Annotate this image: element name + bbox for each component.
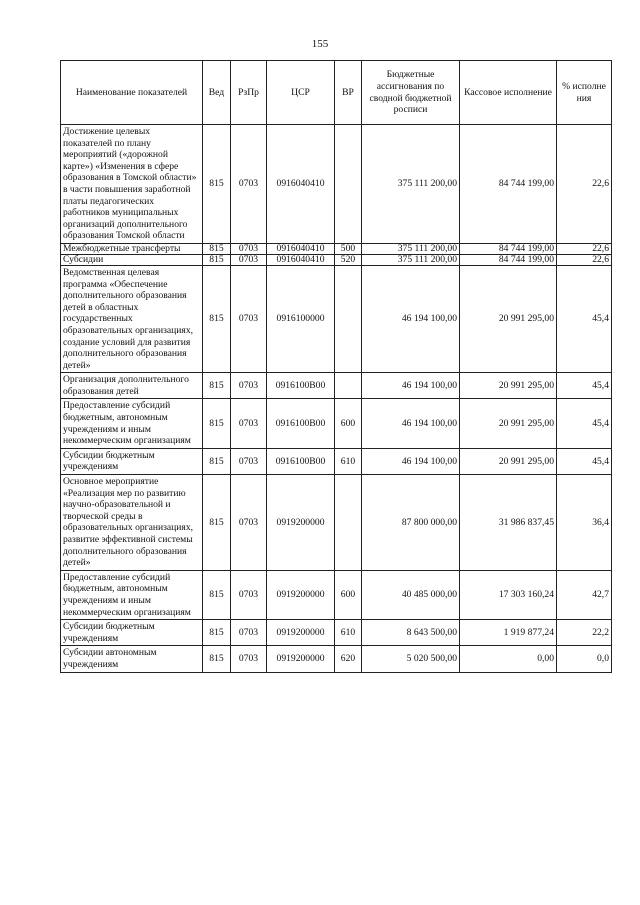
- row-allocation: 46 194 100,00: [362, 399, 460, 448]
- table-row: [61, 125, 612, 244]
- row-cash: 84 744 199,00: [460, 254, 557, 265]
- row-allocation: 375 111 200,00: [362, 243, 460, 254]
- row-cash: 20 991 295,00: [460, 399, 557, 448]
- table-row: [61, 265, 612, 372]
- row-rzpr: 0703: [231, 399, 267, 448]
- row-vr: 520: [335, 254, 362, 265]
- row-allocation: 46 194 100,00: [362, 265, 460, 372]
- header-allocations: Бюджетные ассигнования по сводной бюджетной росписи: [362, 61, 460, 125]
- row-allocation: 375 111 200,00: [362, 125, 460, 244]
- row-allocation: 46 194 100,00: [362, 373, 460, 399]
- row-cash: 31 986 837,45: [460, 475, 557, 571]
- row-cash: 0,00: [460, 646, 557, 672]
- row-csr: 0916040410: [267, 125, 335, 244]
- row-rzpr: 0703: [231, 448, 267, 474]
- row-allocation: 8 643 500,00: [362, 620, 460, 646]
- row-name: Организация дополнительного образования детей: [61, 373, 203, 399]
- row-vr: 500: [335, 243, 362, 254]
- row-allocation: 5 020 500,00: [362, 646, 460, 672]
- table-row: [61, 475, 612, 571]
- header-rzpr: РзПр: [231, 61, 267, 125]
- row-csr: 0916100В00: [267, 448, 335, 474]
- row-cash: 84 744 199,00: [460, 125, 557, 244]
- row-name: Ведомственная целевая программа «Обеспечение дополнительного образования детей в областных государственных образовательных организациях, создание условий для развития дополнительного образования детей»: [61, 265, 203, 372]
- row-ved: 815: [203, 646, 231, 672]
- table-row: [61, 373, 612, 399]
- row-vr: 620: [335, 646, 362, 672]
- row-vr: 600: [335, 570, 362, 619]
- row-csr: 0919200000: [267, 620, 335, 646]
- row-name: Основное мероприятие «Реализация мер по развитию научно-образовательной и творческой среды в образовательных организациях, развитие эффективной системы дополнительного образования детей»: [61, 475, 203, 571]
- row-csr: 0916100000: [267, 265, 335, 372]
- row-rzpr: 0703: [231, 646, 267, 672]
- row-csr: 0916100В00: [267, 373, 335, 399]
- row-ved: 815: [203, 399, 231, 448]
- table-row: [61, 646, 612, 672]
- row-ved: 815: [203, 373, 231, 399]
- row-rzpr: 0703: [231, 243, 267, 254]
- row-name: Субсидии автономным учреждениям: [61, 646, 203, 672]
- header-execution-percent: % исполне ния: [557, 61, 612, 125]
- row-cash: 20 991 295,00: [460, 265, 557, 372]
- table-row: [61, 570, 612, 619]
- row-rzpr: 0703: [231, 254, 267, 265]
- table-row: [61, 254, 612, 265]
- row-allocation: 375 111 200,00: [362, 254, 460, 265]
- table-row: [61, 620, 612, 646]
- row-allocation: 46 194 100,00: [362, 448, 460, 474]
- row-percent: 45,4: [557, 399, 612, 448]
- row-ved: 815: [203, 125, 231, 244]
- row-percent: 22,2: [557, 620, 612, 646]
- row-name: Межбюджетные трансферты: [61, 243, 203, 254]
- row-csr: 0919200000: [267, 475, 335, 571]
- row-csr: 0919200000: [267, 646, 335, 672]
- row-name: Предоставление субсидий бюджетным, автономным учреждениям и иным некоммерческим организациям: [61, 399, 203, 448]
- row-vr: 600: [335, 399, 362, 448]
- row-ved: 815: [203, 448, 231, 474]
- row-rzpr: 0703: [231, 570, 267, 619]
- row-rzpr: 0703: [231, 373, 267, 399]
- row-rzpr: 0703: [231, 125, 267, 244]
- row-percent: 0,0: [557, 646, 612, 672]
- row-ved: 815: [203, 254, 231, 265]
- row-ved: 815: [203, 570, 231, 619]
- row-cash: 20 991 295,00: [460, 448, 557, 474]
- row-percent: 45,4: [557, 265, 612, 372]
- row-rzpr: 0703: [231, 620, 267, 646]
- row-csr: 0919200000: [267, 570, 335, 619]
- row-csr: 0916100В00: [267, 399, 335, 448]
- row-name: Предоставление субсидий бюджетным, автономным учреждениям и иным некоммерческим организациям: [61, 570, 203, 619]
- table-header-row: [61, 61, 612, 125]
- table-row: [61, 448, 612, 474]
- row-csr: 0916040410: [267, 243, 335, 254]
- row-percent: 42,7: [557, 570, 612, 619]
- row-vr: [335, 125, 362, 244]
- table-row: [61, 399, 612, 448]
- row-cash: 17 303 160,24: [460, 570, 557, 619]
- row-csr: 0916040410: [267, 254, 335, 265]
- table-row: [61, 243, 612, 254]
- row-name: Достижение целевых показателей по плану мероприятий («дорожной карте») «Изменения в сфере образования в Томской области» в части повышения заработной платы педагогических работников муниципальных организаций дополнительного образования Томской области: [61, 125, 203, 244]
- row-vr: 610: [335, 448, 362, 474]
- header-ved: Вед: [203, 61, 231, 125]
- row-ved: 815: [203, 265, 231, 372]
- row-percent: 45,4: [557, 373, 612, 399]
- row-percent: 22,6: [557, 243, 612, 254]
- row-vr: [335, 475, 362, 571]
- row-vr: [335, 265, 362, 372]
- row-name: Субсидии: [61, 254, 203, 265]
- row-ved: 815: [203, 620, 231, 646]
- row-ved: 815: [203, 243, 231, 254]
- row-vr: [335, 373, 362, 399]
- row-percent: 36,4: [557, 475, 612, 571]
- row-name: Субсидии бюджетным учреждениям: [61, 448, 203, 474]
- row-rzpr: 0703: [231, 475, 267, 571]
- row-cash: 84 744 199,00: [460, 243, 557, 254]
- row-vr: 610: [335, 620, 362, 646]
- row-ved: 815: [203, 475, 231, 571]
- row-allocation: 87 800 000,00: [362, 475, 460, 571]
- header-cash-execution: Кассовое исполнение: [460, 61, 557, 125]
- row-percent: 22,6: [557, 254, 612, 265]
- row-cash: 1 919 877,24: [460, 620, 557, 646]
- row-rzpr: 0703: [231, 265, 267, 372]
- header-vr: ВР: [335, 61, 362, 125]
- row-percent: 22,6: [557, 125, 612, 244]
- row-percent: 45,4: [557, 448, 612, 474]
- page-number: 155: [311, 38, 329, 50]
- row-cash: 20 991 295,00: [460, 373, 557, 399]
- header-csr: ЦСР: [267, 61, 335, 125]
- row-allocation: 40 485 000,00: [362, 570, 460, 619]
- header-name: Наименование показателей: [61, 61, 203, 125]
- row-name: Субсидии бюджетным учреждениям: [61, 620, 203, 646]
- budget-execution-table: [60, 60, 612, 673]
